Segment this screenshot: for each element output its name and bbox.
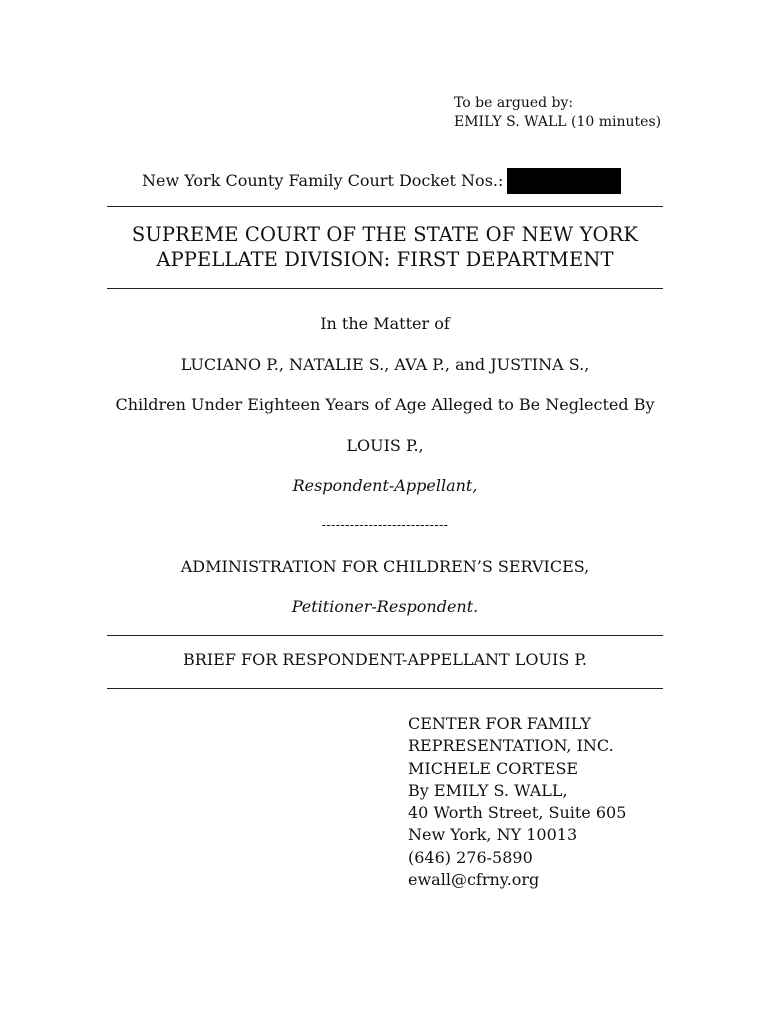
- counsel-phone: (646) 276-5890: [408, 847, 533, 867]
- argued-by-name: EMILY S. WALL (10 minutes): [454, 114, 662, 130]
- counsel-line: MICHELE CORTESE: [408, 758, 579, 778]
- argued-by-block: [454, 94, 661, 132]
- counsel-block: [408, 713, 626, 891]
- divider-rule-4: [107, 688, 663, 689]
- divider-rule-2: [107, 288, 663, 289]
- counsel-line: REPRESENTATION, INC.: [408, 736, 614, 756]
- brief-title: BRIEF FOR RESPONDENT-APPELLANT LOUIS P.: [183, 650, 587, 669]
- children-names: LUCIANO P., NATALIE S., AVA P., and JUSTINA S.,: [180, 355, 590, 374]
- argued-by-label: To be argued by:: [454, 95, 574, 111]
- divider-rule-1: [107, 206, 663, 207]
- court-division: APPELLATE DIVISION: FIRST DEPARTMENT: [156, 248, 614, 271]
- respondent-role: Respondent-Appellant,: [292, 476, 478, 495]
- counsel-address: 40 Worth Street, Suite 605: [408, 803, 627, 823]
- counsel-email: ewall@cfrny.org: [408, 870, 540, 890]
- court-heading: [107, 222, 663, 272]
- counsel-line: By EMILY S. WALL,: [408, 780, 568, 800]
- respondent-name: LOUIS P.,: [346, 436, 424, 455]
- court-name: SUPREME COURT OF THE STATE OF NEW YORK: [131, 223, 639, 246]
- docket-redaction-box: [507, 168, 621, 194]
- petitioner-name: ADMINISTRATION FOR CHILDREN’S SERVICES,: [180, 557, 590, 576]
- petitioner-role: Petitioner-Respondent.: [291, 597, 479, 616]
- counsel-line: CENTER FOR FAMILY: [408, 714, 591, 733]
- counsel-city: New York, NY 10013: [408, 825, 578, 845]
- divider-rule-3: [107, 635, 663, 636]
- docket-line: [142, 168, 621, 194]
- caption-separator: ---------------------------: [321, 518, 449, 533]
- docket-label: New York County Family Court Docket Nos.:: [142, 171, 504, 190]
- matter-line: In the Matter of: [320, 314, 450, 333]
- children-description: Children Under Eighteen Years of Age Alleged to Be Neglected By: [115, 395, 655, 414]
